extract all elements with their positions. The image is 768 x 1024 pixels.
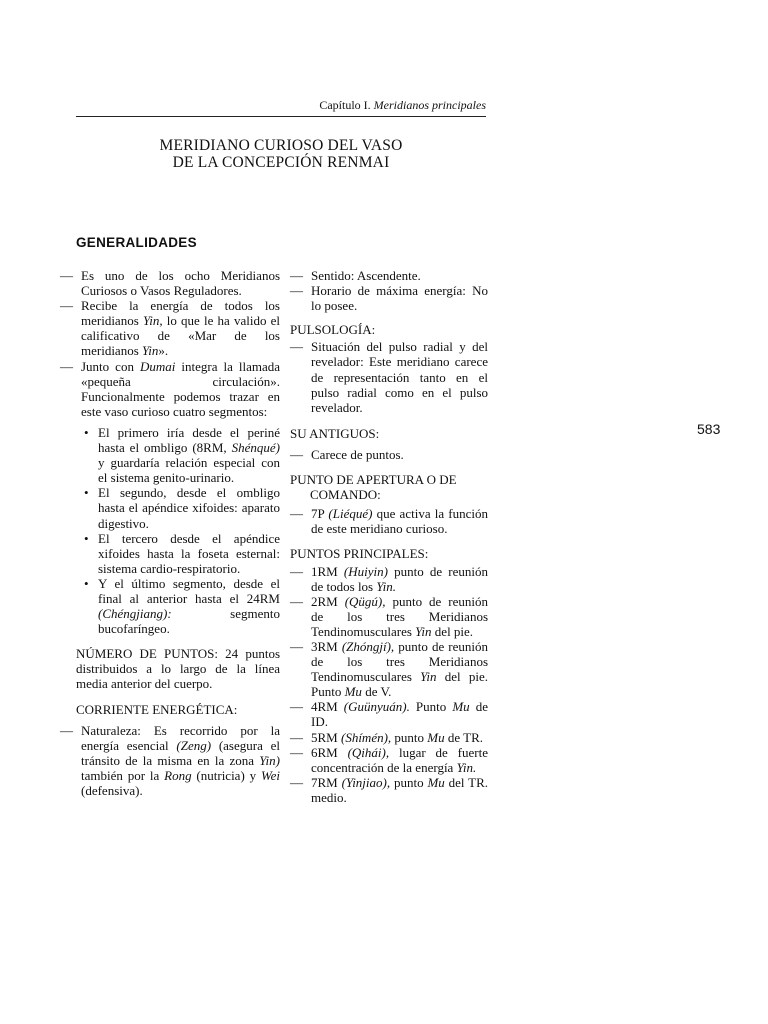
list-item: — 7RM (Yinjiao), punto Mu del TR. medio. bbox=[290, 774, 488, 805]
list-item: — 4RM (Guünyuán). Punto Mu de ID. bbox=[290, 699, 488, 730]
corriente-heading: CORRIENTE ENERGÉTICA: bbox=[76, 701, 238, 717]
list-item: — Carece de puntos. bbox=[290, 446, 404, 462]
list-item: — 6RM (Qihái), lugar de fuerte concentración de la energía Yin. bbox=[290, 744, 488, 775]
dash-marker: — bbox=[290, 446, 303, 462]
list-item: — 3RM (Zhóngjí), punto de reunión de los tres Meridianos Tendinomusculares Yin del pie. Punto Mu de V. bbox=[290, 638, 489, 700]
page-number: 583 bbox=[697, 421, 721, 437]
running-header bbox=[76, 98, 486, 117]
list-item: — Es uno de los ocho Meridianos Curiosos o Vasos Reguladores. bbox=[60, 268, 280, 299]
principales-heading: PUNTOS PRINCIPALES: bbox=[290, 546, 429, 562]
page-title bbox=[76, 137, 486, 171]
list-item: — Recibe la energía de todos los meridianos Yin, lo que le ha valido el calificativo de «Mar de los meridianos Yin». bbox=[60, 298, 280, 359]
bullet-marker: • bbox=[84, 575, 89, 591]
list-item: — Naturaleza: Es recorrido por la energía esencial (Zeng) (asegura el tránsito de la misma en la zona Yin) también por la Rong (nutricia) y Wei (defensiva). bbox=[60, 722, 280, 798]
dash-marker: — bbox=[290, 774, 303, 790]
right-column bbox=[290, 268, 488, 805]
chapter-label: Capítulo I. bbox=[319, 98, 371, 112]
dash-marker: — bbox=[290, 729, 303, 745]
dash-marker: — bbox=[290, 638, 303, 654]
left-column bbox=[60, 268, 280, 798]
list-item: — Horario de máxima energía: No lo posee. bbox=[290, 283, 488, 314]
bullet-item: • El segundo, desde el ombligo hasta el apéndice xifoides: aparato digestivo. bbox=[84, 485, 280, 531]
list-item: — 2RM (Qügú), punto de reunión de los tres Meridianos Tendinomusculares Yin del pie. bbox=[290, 593, 488, 639]
list-item: — Situación del pulso radial y del revelador: Este meridiano carece de representación tanto en el pulso radial como en el pulso revelador. bbox=[290, 339, 488, 415]
bullet-item: • El primero iría desde el periné hasta el ombligo (8RM, Shénqué) y guardaría relación especial con el sistema genito-urinario. bbox=[84, 424, 280, 486]
dash-marker: — bbox=[60, 722, 73, 738]
dash-marker: — bbox=[60, 358, 73, 374]
bullet-marker: • bbox=[84, 424, 89, 440]
dash-marker: — bbox=[290, 563, 303, 579]
dash-marker: — bbox=[60, 298, 73, 314]
bullet-marker: • bbox=[84, 485, 89, 501]
dash-marker: — bbox=[60, 268, 73, 283]
title-line-1: MERIDIANO CURIOSO DEL VASO bbox=[159, 137, 403, 154]
antiguos-heading: SU ANTIGUOS: bbox=[290, 425, 380, 441]
dash-marker: — bbox=[290, 699, 303, 715]
title-line-2: DE LA CONCEPCIÓN RENMAI bbox=[172, 154, 390, 171]
bullet-marker: • bbox=[84, 530, 89, 546]
pulsologia-heading: PULSOLOGÍA: bbox=[290, 322, 376, 338]
dash-marker: — bbox=[290, 268, 303, 283]
list-item: — 1RM (Huiyin) punto de reunión de todos los Yin. bbox=[290, 563, 488, 594]
dash-marker: — bbox=[290, 593, 303, 609]
dash-marker: — bbox=[290, 339, 303, 355]
chapter-title: Meridianos principales bbox=[373, 98, 486, 112]
dash-marker: — bbox=[290, 506, 303, 522]
bullet-item: • Y el último segmento, desde el final al anterior hasta el 24RM (Chéngjiang): segmento bucofaríngeo. bbox=[84, 575, 280, 637]
numero-puntos: NÚMERO DE PUNTOS: 24 puntos distribuidos a lo largo de la línea media anterior del cuerpo. bbox=[76, 646, 280, 692]
dash-marker: — bbox=[290, 283, 303, 299]
apertura-heading: PUNTO DE APERTURA O DE COMANDO: bbox=[290, 472, 457, 503]
dash-marker: — bbox=[290, 744, 303, 760]
list-item: — 5RM (Shímén), punto Mu de TR. bbox=[290, 729, 484, 745]
section-heading: GENERALIDADES bbox=[76, 235, 197, 250]
list-item: — Sentido: Ascendente. bbox=[290, 268, 421, 283]
list-item: — Junto con Dumai integra la llamada «pequeña circulación». Funcionalmente podemos trazar en este vaso curioso cuatro segmentos: bbox=[60, 358, 280, 419]
list-item: — 7P (Liéqué) que activa la función de este meridiano curioso. bbox=[290, 506, 489, 537]
bullet-item: • El tercero desde el apéndice xifoides hasta la foseta esternal: sistema cardio-respiratorio. bbox=[84, 530, 280, 576]
